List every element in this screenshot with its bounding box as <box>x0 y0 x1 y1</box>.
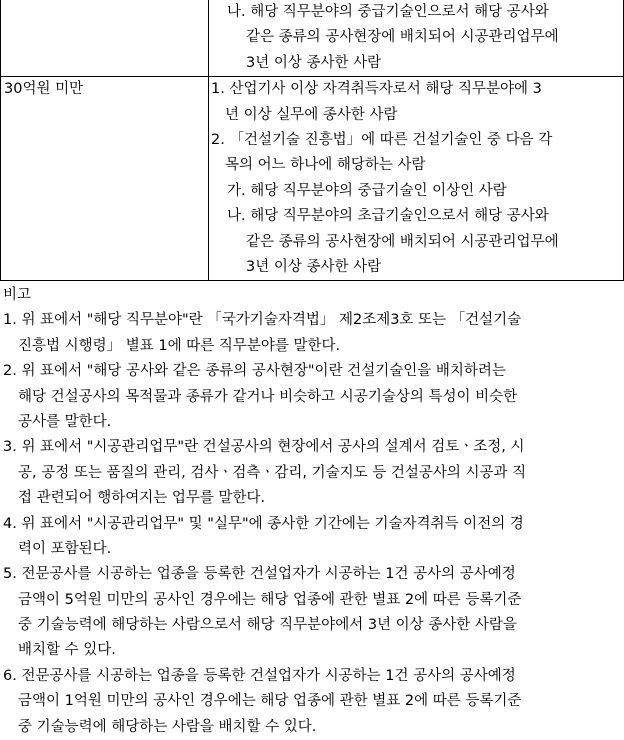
qualification-table <box>0 0 624 281</box>
remark-line: 5. 전문공사를 시공하는 업종을 등록한 건설업자가 시공하는 1건 공사의 공사예정 <box>3 566 516 583</box>
amount-label: 30억원 미만 <box>4 81 84 98</box>
table-row <box>1 77 623 281</box>
requirement-cell <box>209 77 623 280</box>
requirement-line: 나. 해당 직무분야의 초급기술인으로서 해당 공사와 <box>227 208 549 225</box>
remark-line: 력이 포함된다. <box>18 540 112 557</box>
remarks-heading: 비고 <box>3 287 32 303</box>
remark-line: 6. 전문공사를 시공하는 업종을 등록한 건설업자가 시공하는 1건 공사의 공사예정 <box>3 667 516 684</box>
requirement-line: 가. 해당 직무분야의 중급기술인 이상인 사람 <box>227 182 507 199</box>
amount-cell <box>1 0 209 76</box>
remarks-section <box>0 283 624 740</box>
remark-line: 공사를 말한다. <box>18 413 112 430</box>
amount-label <box>4 0 208 25</box>
requirement-line: 목의 어느 하나에 해당하는 사람 <box>225 157 426 174</box>
remark-line: 2. 위 표에서 "해당 공사와 같은 종류의 공사현장"이란 건설기술인을 배치하려는 <box>3 363 506 380</box>
remark-line: 4. 위 표에서 "시공관리업무" 및 "실무"에 종사한 기간에는 기술자격취득 이전의 경 <box>3 515 524 532</box>
remark-line: 1. 위 표에서 "해당 직무분야"란 「국가기술자격법」 제2조제3호 또는 「건설기술 <box>3 312 522 329</box>
requirement-line: 3년 이상 종사한 사람 <box>246 258 382 275</box>
requirement-line: 3년 이상 종사한 사람 <box>246 54 382 71</box>
remark-line: 접 관련되어 행하여지는 업무를 말한다. <box>18 490 266 507</box>
remark-line: 중 기술능력에 해당하는 사람을 배치할 수 있다. <box>18 718 317 735</box>
remark-line: 공, 공정 또는 품질의 관리, 검사ㆍ검측ㆍ감리, 기술지도 등 건설공사의 시공과 직 <box>18 464 527 481</box>
requirement-line: 년 이상 실무에 종사한 사람 <box>225 106 398 123</box>
requirement-line: 같은 종류의 공사현장에 배치되어 시공관리업무에 <box>246 233 559 250</box>
requirement-line: 1. 산업기사 이상 자격취득자로서 해당 직무분야에 3 <box>211 81 542 98</box>
remark-line: 금액이 1억원 미만의 공사인 경우에는 해당 업종에 관한 별표 2에 따른 등록기준 <box>18 693 522 710</box>
requirement-cell <box>209 0 623 76</box>
remark-line: 배치할 수 있다. <box>18 642 116 659</box>
remark-line: 3. 위 표에서 "시공관리업무"란 건설공사의 현장에서 공사의 설계서 검토ㆍ조정, 시 <box>3 439 525 456</box>
remark-line: 진흥법 시행령」 별표 1에 따른 직무분야를 말한다. <box>18 337 341 354</box>
amount-cell <box>1 77 209 280</box>
table-row <box>1 0 623 77</box>
remark-line: 해당 건설공사의 목적물과 종류가 같거나 비슷하고 시공기술상의 특성이 비슷한 <box>18 388 518 405</box>
requirement-line: 나. 해당 직무분야의 중급기술인으로서 해당 공사와 <box>227 4 549 20</box>
remark-line: 중 기술능력에 해당하는 사람으로서 해당 직무분야에서 3년 이상 종사한 사람을 <box>18 617 517 634</box>
requirement-line: 같은 종류의 공사현장에 배치되어 시공관리업무에 <box>246 29 559 46</box>
remarks-list <box>0 308 624 740</box>
requirement-line: 2. 「건설기술 진흥법」에 따른 건설기술인 중 다음 각 <box>211 131 553 148</box>
remark-line: 금액이 5억원 미만의 공사인 경우에는 해당 업종에 관한 별표 2에 따른 등록기준 <box>18 591 522 608</box>
